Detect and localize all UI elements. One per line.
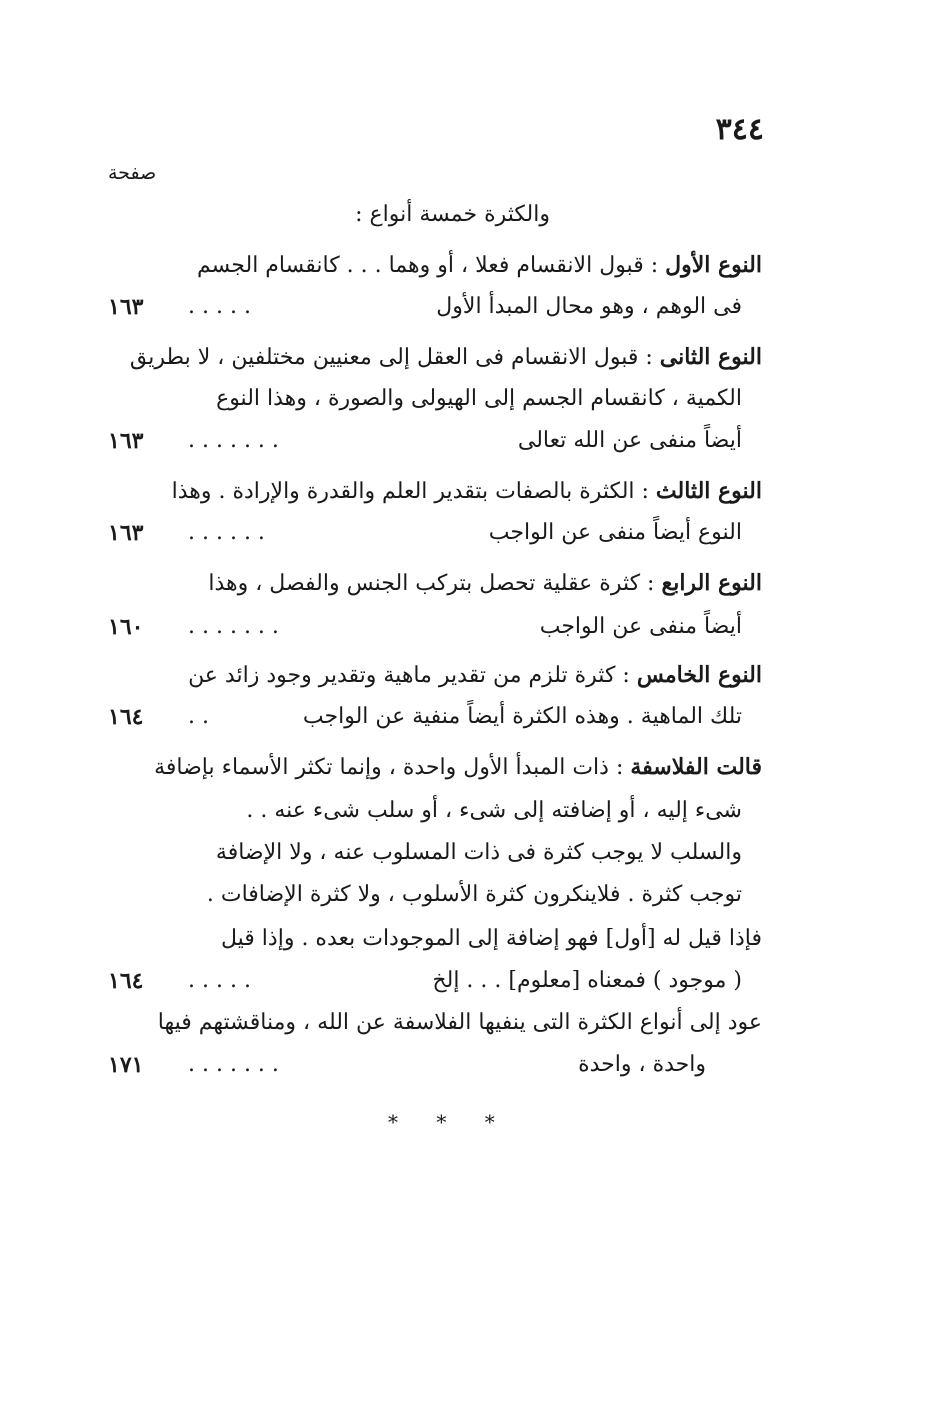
entry-4-page-ref: ١٦٠ — [108, 614, 144, 640]
entry-2-text: : قبول الانقسام فى العقل إلى معنيين مختلفين ، لا بطريق — [129, 345, 653, 370]
entry-4-text: : كثرة عقلية تحصل بتركب الجنس والفصل ، وهذا — [208, 571, 655, 596]
philosophers-line-1 — [154, 752, 762, 783]
entry-5-page-ref: ١٦٤ — [108, 704, 144, 730]
entry-4-leader-dots: . . . . . . . — [188, 614, 279, 639]
entry-2-line-3: أيضاً منفى عن الله تعالى — [517, 428, 742, 453]
entry-5-line-2: تلك الماهية . وهذه الكثرة أيضاً منفية عن الواجب — [302, 704, 742, 729]
entry-1-leader-dots: . . . . . — [188, 294, 251, 319]
closing-page-ref: ١٧١ — [108, 1052, 144, 1078]
entry-5-text: : كثرة تلزم من تقدير ماهية وتقدير وجود زائد عن — [188, 663, 630, 688]
intro-line: والكثرة خمسة أنواع : — [355, 202, 550, 227]
philosophers-line-4: توجب كثرة . فلاينكرون كثرة الأسلوب ، ولا كثرة الإضافات . — [206, 882, 742, 907]
entry-4-label: النوع الرابع — [661, 570, 762, 596]
entry-3-label: النوع الثالث — [655, 478, 762, 504]
entry-3-line-1 — [172, 476, 762, 507]
closing-line-1: عود إلى أنواع الكثرة التى ينفيها الفلاسفة عن الله ، ومناقشتهم فيها — [157, 1010, 762, 1035]
philosophers-page-ref: ١٦٤ — [108, 968, 144, 994]
closing-leader-dots: . . . . . . . — [188, 1052, 279, 1077]
entry-1-page-ref: ١٦٣ — [108, 294, 144, 320]
philosophers-line-2: شىء إليه ، أو إضافته إلى شىء ، أو سلب شىء عنه . . — [246, 798, 742, 823]
section-end-ornament: * * * — [388, 1110, 511, 1134]
entry-1-line-2: فى الوهم ، وهو محال المبدأ الأول — [436, 294, 742, 319]
entry-2-line-1 — [130, 342, 762, 373]
philosophers-label: قالت الفلاسفة — [630, 754, 762, 780]
entry-2-label: النوع الثانى — [659, 344, 762, 370]
philosophers-leader-dots: . . . . . — [188, 968, 251, 993]
philosophers-line-3: والسلب لا يوجب كثرة فى ذات المسلوب عنه ، ولا الإضافة — [215, 840, 742, 865]
closing-line-2: واحدة ، واحدة — [578, 1052, 706, 1077]
entry-1-line-1 — [197, 250, 762, 281]
entry-4-line-1 — [208, 568, 762, 599]
philosophers-line-6: ( موجود ) فمعناه [معلوم] . . . إلخ — [432, 968, 742, 993]
page-number: ٣٤٤ — [715, 112, 764, 147]
entry-5-label: النوع الخامس — [636, 662, 762, 688]
entry-5-leader-dots: . . — [188, 704, 209, 729]
entry-5-line-1 — [188, 660, 762, 691]
entry-3-leader-dots: . . . . . . — [188, 520, 265, 545]
page-column-header: صفحة — [108, 162, 157, 184]
entry-1-label: النوع الأول — [665, 252, 762, 278]
entry-3-line-2: النوع أيضاً منفى عن الواجب — [488, 520, 742, 545]
philosophers-text: : ذات المبدأ الأول واحدة ، وإنما تكثر الأسماء بإضافة — [154, 755, 624, 780]
entry-3-text: : الكثرة بالصفات بتقدير العلم والقدرة والإرادة . وهذا — [171, 479, 649, 504]
entry-2-leader-dots: . . . . . . . — [188, 428, 279, 453]
entry-2-page-ref: ١٦٣ — [108, 428, 144, 454]
philosophers-line-5: فإذا قيل له [أول] فهو إضافة إلى الموجودات بعده . وإذا قيل — [221, 926, 762, 951]
entry-2-line-2: الكمية ، كانقسام الجسم إلى الهيولى والصورة ، وهذا النوع — [216, 386, 742, 411]
entry-4-line-2: أيضاً منفى عن الواجب — [539, 614, 742, 639]
entry-1-text: : قبول الانقسام فعلا ، أو وهما . . . كانقسام الجسم — [197, 253, 659, 278]
entry-3-page-ref: ١٦٣ — [108, 520, 144, 546]
